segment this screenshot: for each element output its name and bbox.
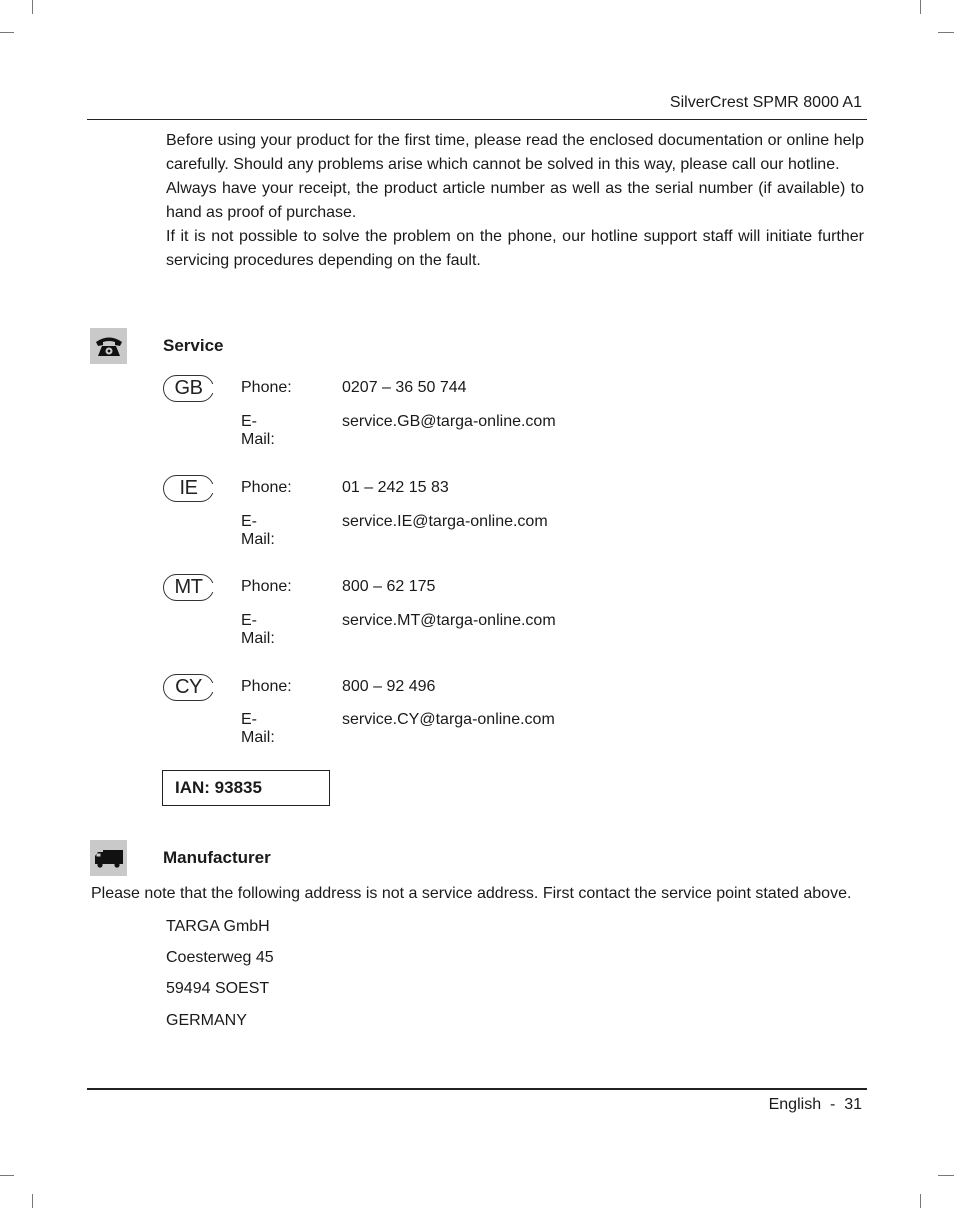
crop-mark bbox=[938, 32, 954, 33]
crop-mark bbox=[0, 1175, 14, 1176]
crop-mark bbox=[920, 1194, 921, 1208]
truck-icon bbox=[90, 840, 127, 876]
manufacturer-note: Please note that the following address is not a service address. First contact the service point stated above. bbox=[91, 885, 852, 902]
email-address-mt[interactable]: service.MT@targa-online.com bbox=[342, 612, 556, 629]
phone-number-ie: 01 – 242 15 83 bbox=[342, 479, 449, 496]
crop-mark bbox=[32, 0, 33, 14]
country-badge-ie: IE bbox=[163, 475, 214, 502]
phone-label: Phone: bbox=[241, 479, 292, 496]
phone-number-gb: 0207 – 36 50 744 bbox=[342, 379, 467, 396]
intro-text bbox=[166, 129, 864, 273]
phone-label: Phone: bbox=[241, 379, 292, 396]
phone-label: Phone: bbox=[241, 678, 292, 695]
address-line: TARGA GmbH bbox=[166, 918, 270, 935]
email-label: E-Mail: bbox=[241, 612, 275, 647]
crop-mark bbox=[0, 32, 14, 33]
email-address-ie[interactable]: service.IE@targa-online.com bbox=[342, 513, 548, 530]
intro-paragraph: Always have your receipt, the product article number as well as the serial number (if available) to hand as proof of purchase. bbox=[166, 180, 864, 221]
crop-mark bbox=[32, 1194, 33, 1208]
email-address-gb[interactable]: service.GB@targa-online.com bbox=[342, 413, 556, 430]
header-title: SilverCrest SPMR 8000 A1 bbox=[669, 94, 862, 111]
country-badge-cy: CY bbox=[163, 674, 214, 701]
crop-mark bbox=[938, 1175, 954, 1176]
phone-number-mt: 800 – 62 175 bbox=[342, 578, 436, 595]
telephone-icon bbox=[90, 328, 127, 364]
country-badge-mt: MT bbox=[163, 574, 214, 601]
address-line: Coesterweg 45 bbox=[166, 949, 274, 966]
header-rule bbox=[87, 119, 867, 120]
address-line: GERMANY bbox=[166, 1012, 247, 1029]
phone-number-cy: 800 – 92 496 bbox=[342, 678, 436, 695]
country-badge-gb: GB bbox=[163, 375, 214, 402]
page-footer: English - 31 bbox=[768, 1096, 862, 1113]
intro-paragraph: Before using your product for the first time, please read the enclosed documentation or online help carefully. Should any problems arise which cannot be solved in this way, please call our hotline. bbox=[166, 132, 864, 173]
intro-paragraph: If it is not possible to solve the problem on the phone, our hotline support staff will initiate further servicing procedures depending on the fault. bbox=[166, 228, 864, 269]
ian-box: IAN: 93835 bbox=[162, 770, 330, 806]
footer-rule bbox=[87, 1088, 867, 1090]
email-address-cy[interactable]: service.CY@targa-online.com bbox=[342, 711, 555, 728]
email-label: E-Mail: bbox=[241, 513, 275, 548]
crop-mark bbox=[920, 0, 921, 14]
manufacturer-heading: Manufacturer bbox=[163, 848, 271, 867]
service-heading: Service bbox=[163, 336, 224, 355]
email-label: E-Mail: bbox=[241, 711, 275, 746]
phone-label: Phone: bbox=[241, 578, 292, 595]
email-label: E-Mail: bbox=[241, 413, 275, 448]
address-line: 59494 SOEST bbox=[166, 980, 270, 997]
